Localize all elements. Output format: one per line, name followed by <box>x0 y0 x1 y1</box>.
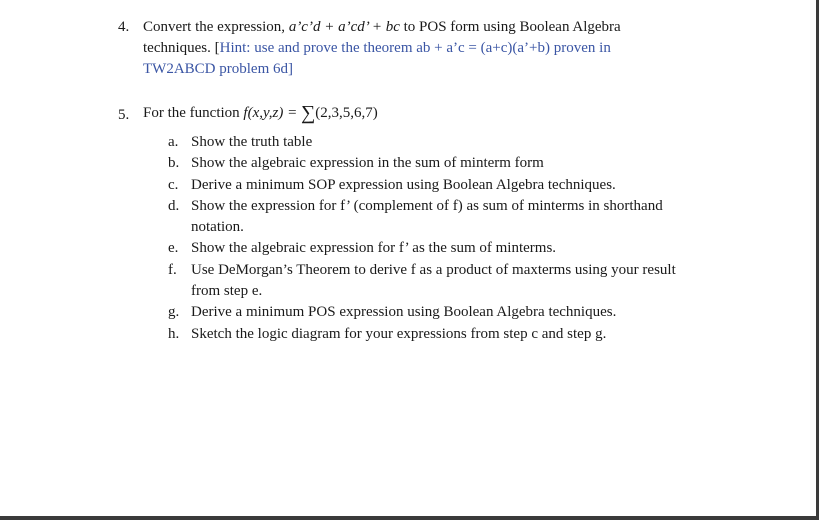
item-g-text: Derive a minimum POS expression using Boolean Algebra techniques. <box>191 304 617 320</box>
item-b-letter: b. <box>168 155 180 171</box>
item-d-text-cont: notation. <box>191 219 244 235</box>
problem-4-expression: a’c’d + a’cd’ + bc <box>288 19 400 35</box>
item-h-text: Sketch the logic diagram for your expressions from step c and step g. <box>191 326 607 342</box>
problem-4-text-end: to POS form using Boolean Algebra <box>399 19 621 35</box>
item-e-text: Show the algebraic expression for f’ as the sum of minterms. <box>191 240 557 256</box>
item-f-text: Use DeMorgan’s Theorem to derive f as a product of maxterms using your result <box>191 262 676 278</box>
sigma-symbol: ∑ <box>301 102 316 124</box>
problem-4-text: Convert the expression, <box>143 19 289 35</box>
item-f-letter: f. <box>168 262 177 278</box>
item-e-letter: e. <box>168 240 179 256</box>
item-d-letter: d. <box>168 198 180 214</box>
problem-5-number: 5. <box>118 107 130 123</box>
problem-5-intro <box>143 104 378 122</box>
problem-4-hint: Hint: use and prove the theorem ab + a’c = (a+c)(a’+b) proven in <box>219 40 611 56</box>
problem-5-terms: (2,3,5,6,7) <box>315 105 378 121</box>
problem-4-text-2: techniques. [ <box>143 40 220 56</box>
item-c-letter: c. <box>168 177 179 193</box>
item-h-letter: h. <box>168 326 180 342</box>
item-g-letter: g. <box>168 304 180 320</box>
problem-4-line-3: TW2ABCD problem 6d] <box>143 61 293 77</box>
item-f-text-cont: from step e. <box>191 283 263 299</box>
item-b-text: Show the algebraic expression in the sum of minterm form <box>191 155 544 171</box>
problem-4-line-2 <box>143 39 611 57</box>
item-d-text: Show the expression for f’ (complement of f) as sum of minterms in shorthand <box>191 198 663 214</box>
item-c-text: Derive a minimum SOP expression using Boolean Algebra techniques. <box>191 177 616 193</box>
item-a-text: Show the truth table <box>191 134 313 150</box>
problem-4-number: 4. <box>118 19 130 35</box>
problem-4-line-1 <box>143 18 621 36</box>
problem-5-text: For the function <box>143 105 244 121</box>
problem-5-function: f(x,y,z) = <box>243 105 302 121</box>
item-a-letter: a. <box>168 134 179 150</box>
